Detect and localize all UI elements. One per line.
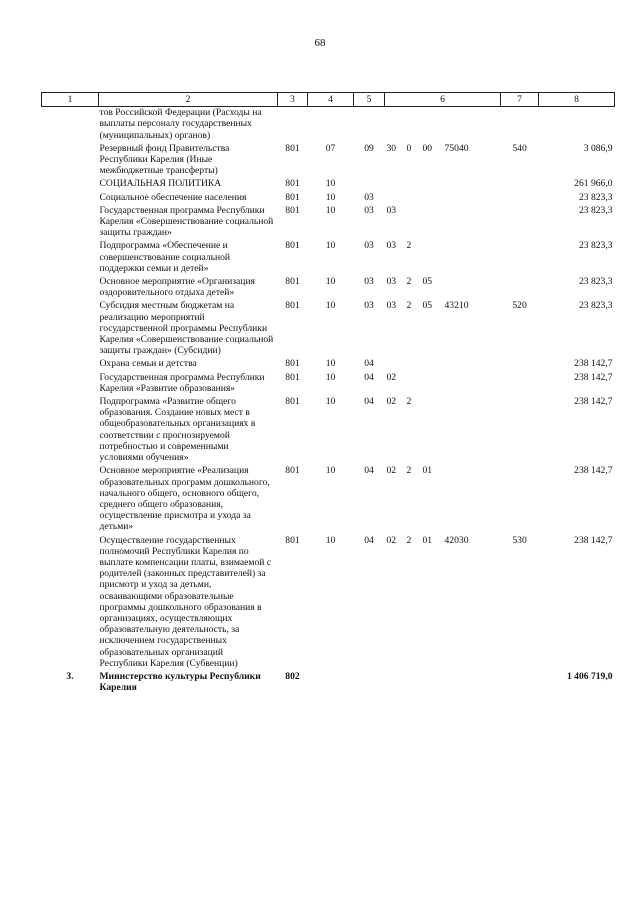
cell-c6a: 02 bbox=[386, 534, 397, 546]
table-row bbox=[42, 205, 615, 241]
cell-c7 bbox=[501, 358, 539, 371]
cell-c8: 261 966,0 bbox=[574, 178, 613, 190]
table-row bbox=[42, 107, 615, 143]
cell-c6d bbox=[443, 205, 501, 241]
cell-c8: 23 823,3 bbox=[578, 191, 613, 203]
cell-c6a: 03 bbox=[386, 240, 397, 252]
cell-c7 bbox=[501, 192, 539, 205]
cell-c8: 238 142,7 bbox=[574, 396, 613, 408]
cell-c3: 801 bbox=[285, 276, 300, 288]
cell-num: 3. bbox=[66, 670, 74, 682]
cell-c4: 10 bbox=[325, 358, 336, 370]
cell-c8: 23 823,3 bbox=[578, 276, 613, 288]
cell-c5: 04 bbox=[364, 358, 374, 370]
cell-c5: 04 bbox=[364, 371, 374, 383]
cell-c7 bbox=[501, 107, 539, 143]
cell-c6a bbox=[385, 358, 405, 371]
cell-c4: 10 bbox=[325, 465, 336, 477]
cell-c6d bbox=[443, 178, 501, 191]
cell-c6b bbox=[405, 205, 421, 241]
cell-name: тов Российской Федерации (Расходы на выплаты персоналу государственных (муниципальных) органов) bbox=[99, 107, 262, 141]
cell-num bbox=[42, 372, 99, 396]
cell-c6a bbox=[385, 178, 405, 191]
cell-c8: 23 823,3 bbox=[578, 204, 613, 216]
cell-c5: 03 bbox=[364, 240, 374, 252]
cell-c3: 802 bbox=[285, 670, 300, 682]
table-row bbox=[42, 143, 615, 179]
cell-c4: 10 bbox=[325, 371, 336, 383]
budget-table bbox=[41, 92, 615, 695]
cell-name: Государственная программа Республики Карелия «Совершенствование социальной защиты граждан» bbox=[99, 204, 274, 239]
table-row bbox=[42, 535, 615, 671]
cell-c8: 3 086,9 bbox=[583, 142, 613, 154]
header-cell: 3 bbox=[278, 93, 308, 107]
header-cell: 5 bbox=[354, 93, 385, 107]
cell-c4: 10 bbox=[325, 396, 336, 408]
cell-c7 bbox=[501, 372, 539, 396]
cell-c6c: 00 bbox=[422, 142, 433, 154]
cell-c7: 520 bbox=[512, 300, 527, 312]
cell-c6d bbox=[443, 192, 501, 205]
cell-c6b bbox=[405, 358, 421, 371]
cell-num bbox=[42, 178, 99, 191]
cell-name: Подпрограмма «Развитие общего образования. Создание новых мест в общеобразовательных организациях в соответствии с прогнозируемой потребностью и современными условиями обучения» bbox=[99, 396, 256, 464]
cell-c5: 04 bbox=[364, 396, 374, 408]
cell-c7 bbox=[501, 205, 539, 241]
cell-num bbox=[42, 107, 99, 143]
cell-c3: 801 bbox=[285, 371, 300, 383]
cell-c6b bbox=[405, 671, 421, 695]
cell-name: Государственная программа Республики Карелия «Развитие образования» bbox=[99, 371, 265, 394]
table-row bbox=[42, 192, 615, 205]
cell-c3: 801 bbox=[285, 204, 300, 216]
table-row bbox=[42, 396, 615, 465]
cell-c8: 238 142,7 bbox=[574, 465, 613, 477]
cell-name: Субсидия местным бюджетам на реализацию мероприятий государственной программы Республики Карелия «Совершенствование социальной защиты граждан» (Субсидии) bbox=[99, 300, 274, 357]
cell-c6c: 05 bbox=[422, 276, 433, 288]
table-row bbox=[42, 240, 615, 276]
cell-c7 bbox=[501, 276, 539, 300]
cell-c6a: 03 bbox=[386, 204, 397, 216]
cell-c7 bbox=[501, 465, 539, 534]
cell-c7: 540 bbox=[512, 142, 527, 154]
cell-name: Резервный фонд Правительства Республики Карелия (Иные межбюджетные трансферты) bbox=[99, 142, 230, 177]
cell-c6d bbox=[443, 240, 501, 276]
table-row bbox=[42, 465, 615, 534]
cell-num bbox=[42, 205, 99, 241]
cell-c7 bbox=[501, 396, 539, 465]
cell-c6b: 2 bbox=[406, 396, 412, 408]
cell-c7: 530 bbox=[512, 534, 527, 546]
table-row bbox=[42, 372, 615, 396]
cell-c3: 801 bbox=[285, 358, 300, 370]
cell-c6d bbox=[443, 372, 501, 396]
cell-c6d bbox=[443, 276, 501, 300]
cell-c6d bbox=[443, 107, 501, 143]
cell-c5: 03 bbox=[364, 276, 374, 288]
cell-c5 bbox=[354, 107, 385, 143]
cell-num bbox=[42, 535, 99, 671]
cell-c3: 801 bbox=[285, 465, 300, 477]
cell-c5 bbox=[354, 671, 385, 695]
cell-c4: 10 bbox=[325, 204, 336, 216]
cell-c8: 238 142,7 bbox=[574, 534, 613, 546]
cell-c8: 1 406 719,0 bbox=[566, 670, 613, 682]
table-row bbox=[42, 178, 615, 191]
cell-c5: 04 bbox=[364, 534, 374, 546]
cell-name: Социальное обеспечение населения bbox=[99, 191, 247, 203]
table-row bbox=[42, 276, 615, 300]
cell-c6d: 42030 bbox=[444, 534, 469, 546]
cell-c6a: 02 bbox=[386, 396, 397, 408]
cell-c6b: 2 bbox=[406, 465, 412, 477]
cell-c8: 23 823,3 bbox=[578, 240, 613, 252]
cell-c6c bbox=[421, 372, 443, 396]
cell-c3: 801 bbox=[285, 178, 300, 190]
cell-c4: 10 bbox=[325, 276, 336, 288]
cell-c6c bbox=[421, 192, 443, 205]
cell-c4: 10 bbox=[325, 240, 336, 252]
cell-c5: 03 bbox=[364, 300, 374, 312]
header-cell: 7 bbox=[501, 93, 539, 107]
cell-c5: 09 bbox=[364, 142, 374, 154]
cell-c4 bbox=[308, 671, 354, 695]
cell-c6b: 0 bbox=[406, 142, 412, 154]
cell-c6b bbox=[405, 178, 421, 191]
table-body bbox=[42, 107, 615, 696]
cell-c4: 10 bbox=[325, 300, 336, 312]
cell-c8: 238 142,7 bbox=[574, 371, 613, 383]
cell-c4 bbox=[308, 107, 354, 143]
cell-c4: 07 bbox=[325, 142, 336, 154]
cell-name: СОЦИАЛЬНАЯ ПОЛИТИКА bbox=[99, 178, 222, 190]
cell-c6d: 75040 bbox=[444, 142, 469, 154]
cell-c4: 10 bbox=[325, 178, 336, 190]
cell-c6a: 02 bbox=[386, 465, 397, 477]
cell-c5: 03 bbox=[364, 204, 374, 216]
cell-c3: 801 bbox=[285, 300, 300, 312]
cell-c6c: 05 bbox=[422, 300, 433, 312]
cell-c5 bbox=[354, 178, 385, 191]
cell-c6b bbox=[405, 372, 421, 396]
cell-num bbox=[42, 465, 99, 534]
cell-c6d: 43210 bbox=[444, 300, 469, 312]
cell-c8 bbox=[539, 107, 615, 143]
cell-c6a: 03 bbox=[386, 300, 397, 312]
cell-c6b: 2 bbox=[406, 240, 412, 252]
cell-name: Основное мероприятие «Реализация образовательных программ дошкольного, начального общего, основного общего, среднего общего образования, осуществление присмотра и ухода за детьми» bbox=[99, 465, 270, 533]
cell-num bbox=[42, 276, 99, 300]
cell-name: Охрана семьи и детства bbox=[99, 358, 197, 370]
page-number: 68 bbox=[314, 37, 326, 49]
header-cell: 8 bbox=[539, 93, 615, 107]
cell-c6b: 2 bbox=[406, 534, 412, 546]
cell-c5: 04 bbox=[364, 465, 374, 477]
cell-num bbox=[42, 240, 99, 276]
cell-c5: 03 bbox=[364, 191, 374, 203]
cell-num bbox=[42, 192, 99, 205]
cell-c3 bbox=[278, 107, 308, 143]
cell-c4: 10 bbox=[325, 534, 336, 546]
cell-c6c bbox=[421, 671, 443, 695]
cell-num bbox=[42, 396, 99, 465]
cell-c6d bbox=[443, 671, 501, 695]
cell-c6b bbox=[405, 107, 421, 143]
table-row bbox=[42, 671, 615, 695]
cell-name: Основное мероприятие «Организация оздоровительного отдыха детей» bbox=[99, 276, 255, 299]
cell-c6d bbox=[443, 465, 501, 534]
cell-name: Министерство культуры Республики Карелия bbox=[99, 670, 261, 694]
cell-c7 bbox=[501, 671, 539, 695]
cell-c6a: 02 bbox=[386, 371, 397, 383]
cell-c6b bbox=[405, 192, 421, 205]
table-row bbox=[42, 300, 615, 358]
cell-num bbox=[42, 300, 99, 358]
cell-c6d bbox=[443, 396, 501, 465]
header-cell: 1 bbox=[42, 93, 99, 107]
cell-c3: 801 bbox=[285, 191, 300, 203]
header-cell: 4 bbox=[308, 93, 354, 107]
cell-c6c bbox=[421, 205, 443, 241]
cell-c8: 23 823,3 bbox=[578, 300, 613, 312]
cell-c6c bbox=[421, 396, 443, 465]
cell-c3: 801 bbox=[285, 142, 300, 154]
cell-c6b: 2 bbox=[406, 276, 412, 288]
cell-c6b: 2 bbox=[406, 300, 412, 312]
cell-c6c bbox=[421, 107, 443, 143]
cell-c6a bbox=[385, 107, 405, 143]
cell-c8: 238 142,7 bbox=[574, 358, 613, 370]
cell-c3: 801 bbox=[285, 534, 300, 546]
cell-num bbox=[42, 143, 99, 179]
cell-name: Осуществление государственных полномочий Республики Карелия по выплате компенсации платы, взимаемой с родителей (законных представителей) за присмотр и уход за детьми, осваивающими образовательные программы дошкольного образования в организациях, осуществляющих образовательную деятельность, за исключением государственных образовательных организаций Республики Карелия (Субвенции) bbox=[99, 534, 272, 669]
table-row bbox=[42, 358, 615, 371]
cell-c6a: 30 bbox=[386, 142, 397, 154]
cell-c3: 801 bbox=[285, 240, 300, 252]
cell-c6d bbox=[443, 358, 501, 371]
cell-c4: 10 bbox=[325, 191, 336, 203]
cell-c7 bbox=[501, 240, 539, 276]
header-cell: 2 bbox=[99, 93, 278, 107]
cell-c7 bbox=[501, 178, 539, 191]
cell-c6a bbox=[385, 192, 405, 205]
cell-c3: 801 bbox=[285, 396, 300, 408]
cell-num bbox=[42, 358, 99, 371]
cell-c6c: 01 bbox=[422, 465, 433, 477]
cell-c6c bbox=[421, 358, 443, 371]
cell-c6c: 01 bbox=[422, 534, 433, 546]
cell-c6a: 03 bbox=[386, 276, 397, 288]
header-cell: 6 bbox=[385, 93, 501, 107]
cell-c6c bbox=[421, 178, 443, 191]
cell-name: Подпрограмма «Обеспечение и совершенствование социальной поддержки семьи и детей» bbox=[99, 240, 231, 274]
cell-c6c bbox=[421, 240, 443, 276]
cell-c6a bbox=[385, 671, 405, 695]
header-row bbox=[42, 93, 615, 107]
